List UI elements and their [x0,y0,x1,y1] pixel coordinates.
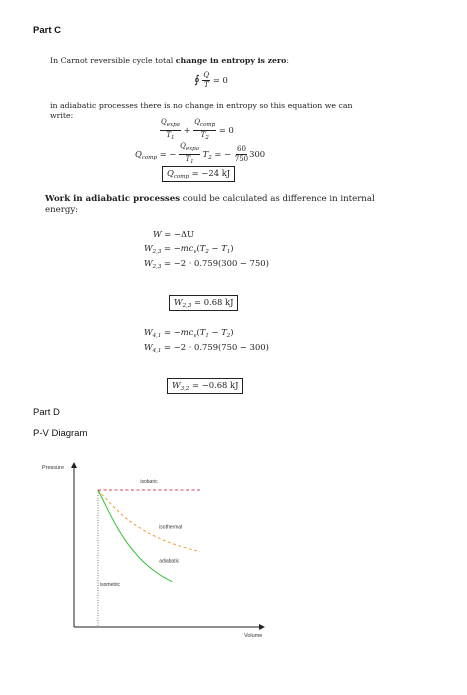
q-comp-result: $Q_{comp} = -24$ kJ [162,166,235,182]
entropy-integral-equation: ∮ $\frac{Q}{T}$ = 0 [194,71,228,89]
entropy-balance-equation: $\frac{Q_{expa}}{T_1}$ + $\frac{Q_{comp}}{T_2}$ = 0 [161,118,234,141]
x-axis-label: Volume [244,633,263,639]
work-equation-2: $W_{2,3} = -mc_v(T_2 - T_1)$ [144,243,234,255]
part-c-heading: Part C [33,25,61,36]
adiabatic-note: in adiabatic processes there is no change in entropy so this equation we can write: [50,101,353,120]
q-comp-equation: $Q_{comp}$ = − $\frac{Q_{expa}}{T_1}$ $T_2$ = − $\frac{60}{750}$ 300 [135,142,266,165]
work-rest-text: could be calculated as difference in internal energy: [45,194,375,215]
w32-result: $W_{3,2} = -0.68$ kJ [167,378,243,394]
work-equation-5: $W_{4,1} = -2 \cdot 0.759(750 - 300)$ [144,342,269,354]
intro-sentence [50,56,289,66]
series-label-isobaric: isobaric [140,479,158,486]
work-equation-4: $W_{4,1} = -mc_v(T_1 - T_2)$ [144,327,234,339]
pv-chart [0,455,300,645]
series-label-isometric: isometric [100,581,121,588]
series-line-adiabatic [98,490,172,582]
work-bold-text: Work in adiabatic processes [45,194,181,204]
part-d-heading: Part D [33,407,60,418]
intro-bold-text: change in entropy is zero [175,56,287,65]
y-axis-label: Pressure [42,465,65,471]
series-label-adiabatic: adiabatic [159,558,180,565]
intro-colon: : [286,56,289,65]
intro-text: In Carnot reversible cycle total [50,56,176,65]
pv-diagram-heading: P-V Diagram [33,428,88,439]
work-equation-3: $W_{2,3} = -2 \cdot 0.759(300 - 750)$ [144,258,269,270]
work-paragraph [45,194,385,216]
series-label-isothermal: isothermal [159,524,183,531]
work-equation-1: W = −ΔU [153,229,195,239]
w23-result: $W_{2,3} = 0.68$ kJ [169,295,238,311]
